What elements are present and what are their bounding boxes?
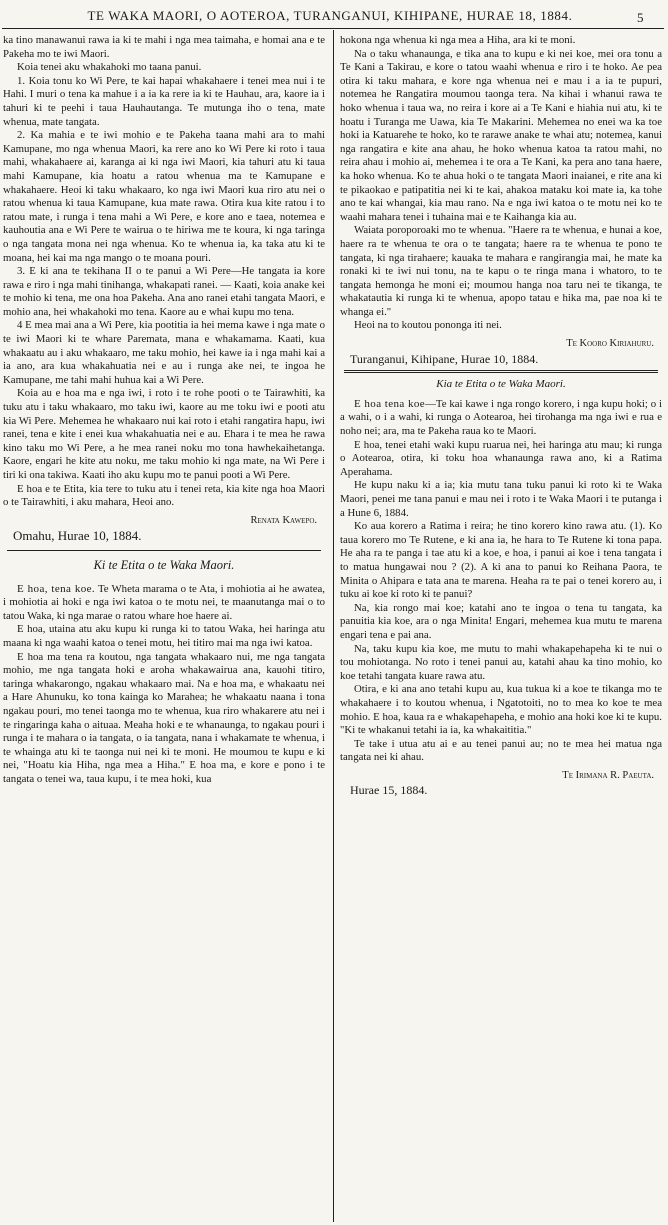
header-rule	[2, 28, 664, 29]
paragraph	[340, 398, 662, 439]
paragraph: Otira, e ki ana ano tetahi kupu au, kua tukua ki a koe te tikanga mo te whakahaere i to koutou whenua, i Ngatotoiti, no to mea ko koe te mea mohio. E hoa, kaua ra e whakapehapeha, e mohio ana hoki koe ki te kupu. "Ki te whakanui tetahi ia ia, ka whakaititia."	[340, 683, 662, 737]
signature: Renata Kawepo.	[250, 514, 317, 526]
paragraph: E hoa, tenei etahi waki kupu ruarua nei, hei haringa atu mau; ki runga o Aotearoa, otira, ki toku hoa whanaunga rawa ano, ki a Ratima Aperahama.	[340, 438, 662, 478]
paragraph: Na, taku kupu kia koe, me mutu to mahi whakapehapeha ki te nui o tou mohiotanga. No roto i tenei panui au, katahi ahau ka tino mohio, ko koe tetahi tangata kuare rawa atu.	[340, 642, 662, 682]
paragraph	[3, 583, 325, 624]
dateline: Hurae 15, 1884.	[350, 783, 428, 798]
paragraph: 4 E mea mai ana a Wi Pere, kia pootitia ia hei mema kawe i nga mate o te iwi Maori ki te whare Paremata, mana e whakamama. Kaati, kua whakaatu au i aku whakaaro, me taku mohio, hei kawe ia i nga mahi kai a ia ano, ara kua whakahuatia nei e au i runga ake nei, te ingoa he Kamupane, me tahi mahi huhua kai a Wi Pere.	[3, 319, 325, 386]
paragraph: He kupu naku ki a ia; kia mutu tana tuku panui ki roto ki te Waka Maori, penei me tana panui e mau nei i roto i te Waka Maori i te putanga i a Hune 6, 1884.	[340, 479, 662, 519]
paragraph-text: —Te kai kawe i nga rongo korero, i nga kupu hoki; o i a wahi, o i a wahi, ki runga o Aotearoa, hei tirohanga ma nga iwi e rua e noho nei; ara, ma te Pakeha raua ko te Maori.	[340, 397, 662, 438]
paragraph: E hoa ma tena ra koutou, nga tangata whakaaro nui, me nga tangata mohio, me nga tangata hoki e aroha whakawairua ana, kauohi titiro, taringa whakarongo, ngakau whakaaro mai. Na e hoa ma, e whakaatu nei a Hare Ahunuku, ko tona kainga ko Marahea; he whakaatu naana i tona ngakau pouri, mo tenei taonga mo te whenua, kua riro whakarere atu nei i te ringaringa kaha o aituaa. Meaha hoki e te whanaunga, to ngakau pouri i runga i te mahara o ia tangata, o ia tangata, nana i whakamate te whenua, i te whainga atu ki te taonga nui nei ki te moni. He moumou te kupu e ki nei, "Hoatu kia Hiha, nga mea a Hiha." E hoa ma, e kore e pono i te tangata o tenei wa, taua kupu, i te mea hoki, kua	[3, 650, 325, 785]
paragraph: Heoi na to koutou pononga iti nei.	[354, 319, 502, 332]
section-rule	[7, 550, 321, 551]
salutation: E hoa tena koe	[354, 397, 426, 410]
letter-heading: Kia te Etita o te Waka Maori.	[436, 378, 566, 391]
section-rule	[344, 370, 658, 373]
page-number: 5	[637, 10, 644, 25]
paragraph: Na o taku whanaunga, e tika ana to kupu e ki nei koe, mei ora tonu a Te Kani a Takirau, e kore o tatou waahi whenua e riro i te hoko. Ae pea otira ki taku mahara, e kore nga whenua nei e mau i a ia te pupuri, notemea he Rangatira moumou taonga tera. Na kihai i whanui rawa te hoko whenua i taua wa, no reira i kore ai a Te Kani e hiahia nui atu, ki te hoatu i Turanga me Uawa, kia Te Makarini. Mehemea no enei wa ka toe hoki ia Katuarehe te hoko, ko te rarawe anake te whai atu; notemea, kanui nga rangatira e kite ana ahau, he hoko whenua katoa ta ratou mahi, no reira ahau i mohio ai, mehemea i te ora a Te Kani, ka pera ano tana haere, ka hoko whenua. Ko te ahua hoki o te tangata Maori inaianei, e rite ana ki te pikaokao e patipatitia nei ki te kai, ahakoa mataku koi mate ia, ka tohe ano te kai whangai, kia mau rano. Na e nga iwi katoa o te motu nei ko te waahi mahara tenei i tuhaina mai e te Kaihanga kia au.	[340, 47, 662, 223]
signature: Te Irimana R. Paeuta.	[562, 769, 654, 781]
paragraph-text: Te Wheta marama o te Ata, i mohiotia ai he awatea, i mohiotia ai hoki e nga iwi katoa o te motu nei, te maanutanga mai o to tatou Waka, ki nga marae o ratou whare hoe haere ai.	[3, 582, 325, 622]
paragraph: Te take i utua atu ai e au tenei panui au; no te mea hei matua nga tangata nei ki ahau.	[340, 737, 662, 764]
paragraph: Waiata poroporoaki mo te whenua. "Haere ra te whenua, e hunai a koe, haere ra te whenua te ora o te tangata; haere ra te whenua te pono te tangata, ki nga tirahaere; kauaka te mahara e rangirangia mai, he mate ka ronaki ki te iwi nui tonu, na te kapu o te ringa mana i whatoro, to te tangata hemonga he moni ei; moumou hanga noa taru nei te tikanga, te whakatautia ki runga ki te whenua, apopo tatau e hika ma, pae noa ki te whanga ei."	[340, 224, 662, 318]
paragraph: Na, kia rongo mai koe; katahi ano te ingoa o tena tu tangata, ka panuitia kia koe, ara o nga Minita! Engari, mehemea kua mutu te marena engari tena e pai ana.	[340, 601, 662, 641]
paragraph: E hoa e te Etita, kia tere to tuku atu i tenei reta, kia kite nga hoa Maori o te Tairawhiti, i aku mahara, Heoi ano.	[3, 482, 325, 509]
left-column	[3, 34, 325, 1222]
paragraph: 2. Ka mahia e te iwi mohio e te Pakeha taana mahi ara to mahi Kamupane, mo nga whenua Maori, ka rere ano ko Wi Pere ki roto i taua mahi, whakahaere ai, karanga ai ki nga iwi Maori, kia tahuri atu ki taua mahi Kamupane, kia hoatu a ratou whenua ma te Kamupane e whakahaere. Heoi ki taku whakaaro, ko nga iwi Maori kua riro atu nei o ratou whenua ki taua Kamupane, kua mate rawa. Otira kua kite ratou i to ratou mate, i runga i tena mahi a Wi Pere, e kore ano e taea, notemea e kauhoutia ana e Wi Pere te wairua o te hiriwa me te koura, ki nga taringa o nga tangata mona nei nga whenua. Ko te whenua ia, ka taka atu ki te moana, hei kai ma nga mango o te moana pouri.	[3, 129, 325, 264]
paragraph: Ko aua korero a Ratima i reira; he tino korero kino rawa atu. (1). Ko taua korero mo Te Rutene, e ki ana ia, he hara to Te Rutene ki tona papa. He aha ra te panga i tae atu ki a koe, e hoa, i panui ai koe i tena tangata i to matua hungawai nou ? (2). A ki ana to panui ko Reihana Paora, te Minita o Ahipara e tata ana te marena. Heaha ra te pai o tenei korero au, i tuku ai koe ki roto ki te panui?	[340, 520, 662, 601]
paragraph: 1. Koia tonu ko Wi Pere, te kai hapai whakahaere i tenei mea nui i te Hahi. I muri o tena ka mahue i a ia ka rere ia ki te Hauhau, ara, kaore ia i tahuri ki te peehi i taua Hauhautanga. Te mutunga iho o tena, mate whenua, mate tangata.	[3, 74, 325, 128]
paragraph: ka tino manawanui rawa ia ki te mahi i nga mea taimaha, e homai ana e te Pakeha mo te iwi Maori.	[3, 34, 325, 60]
dateline: Omahu, Hurae 10, 1884.	[13, 528, 142, 544]
right-column	[340, 34, 662, 1222]
column-divider	[333, 30, 334, 1222]
dateline: Turanganui, Kihipane, Hurae 10, 1884.	[350, 351, 539, 366]
paragraph: Koia tenei aku whakahoki mo taana panui.	[17, 61, 202, 74]
letter-heading: Ki te Etita o te Waka Maori.	[93, 557, 235, 572]
masthead: TE WAKA MAORI, O AOTEROA, TURANGANUI, KIHIPANE, HURAE 18, 1884.	[87, 8, 573, 23]
paragraph: Koia au e hoa ma e nga iwi, i roto i te rohe pooti o te Tairawhiti, ka tuku atu i taku whakaaro, mo taku iwi, kaore au me toku iwi e pooti atu kia Wi Pere. Mehemea he whakaaro nui kai roto i etahi rangatira hapu, iwi ranei, tena e kite i enei kua whakahuatia nei e au. Ehara i te mea he rawa kino taku mo Wi Pere, a he mea ranei noku mo tona hawhekaihetanga. Kaore, engari he kite atu noku, me taku mohio ki nga mate, na Wi Pere i tiri ki ona takiwa. Kaati iho aku kupu mo te panui pooti a Wi Pere.	[3, 387, 325, 481]
salutation: E hoa, tena koe.	[17, 582, 96, 595]
paragraph: hokona nga whenua ki nga mea a Hiha, ara ki te moni.	[340, 34, 576, 46]
signature: Te Kooro Kiriahuru.	[566, 338, 654, 350]
paragraph: E hoa, utaina atu aku kupu ki runga ki to tatou Waka, hei haringa atu maana ki nga waahi katoa o tenei motu, hei titiro mai ma nga iwi katoa.	[3, 623, 325, 649]
paragraph: 3. E ki ana te tekihana II o te panui a Wi Pere—He tangata ia kore rawa e riro i nga mahi tinihanga, whakapati ranei. — Kaati, koia anake kei te mohio ki tena, me ona hoa Pakeha. Ana ano ranei etahi tangata Maori, e mohio ana, hei whakahoki mo tena. Kaore au e whai kupu mo tena.	[3, 265, 325, 318]
